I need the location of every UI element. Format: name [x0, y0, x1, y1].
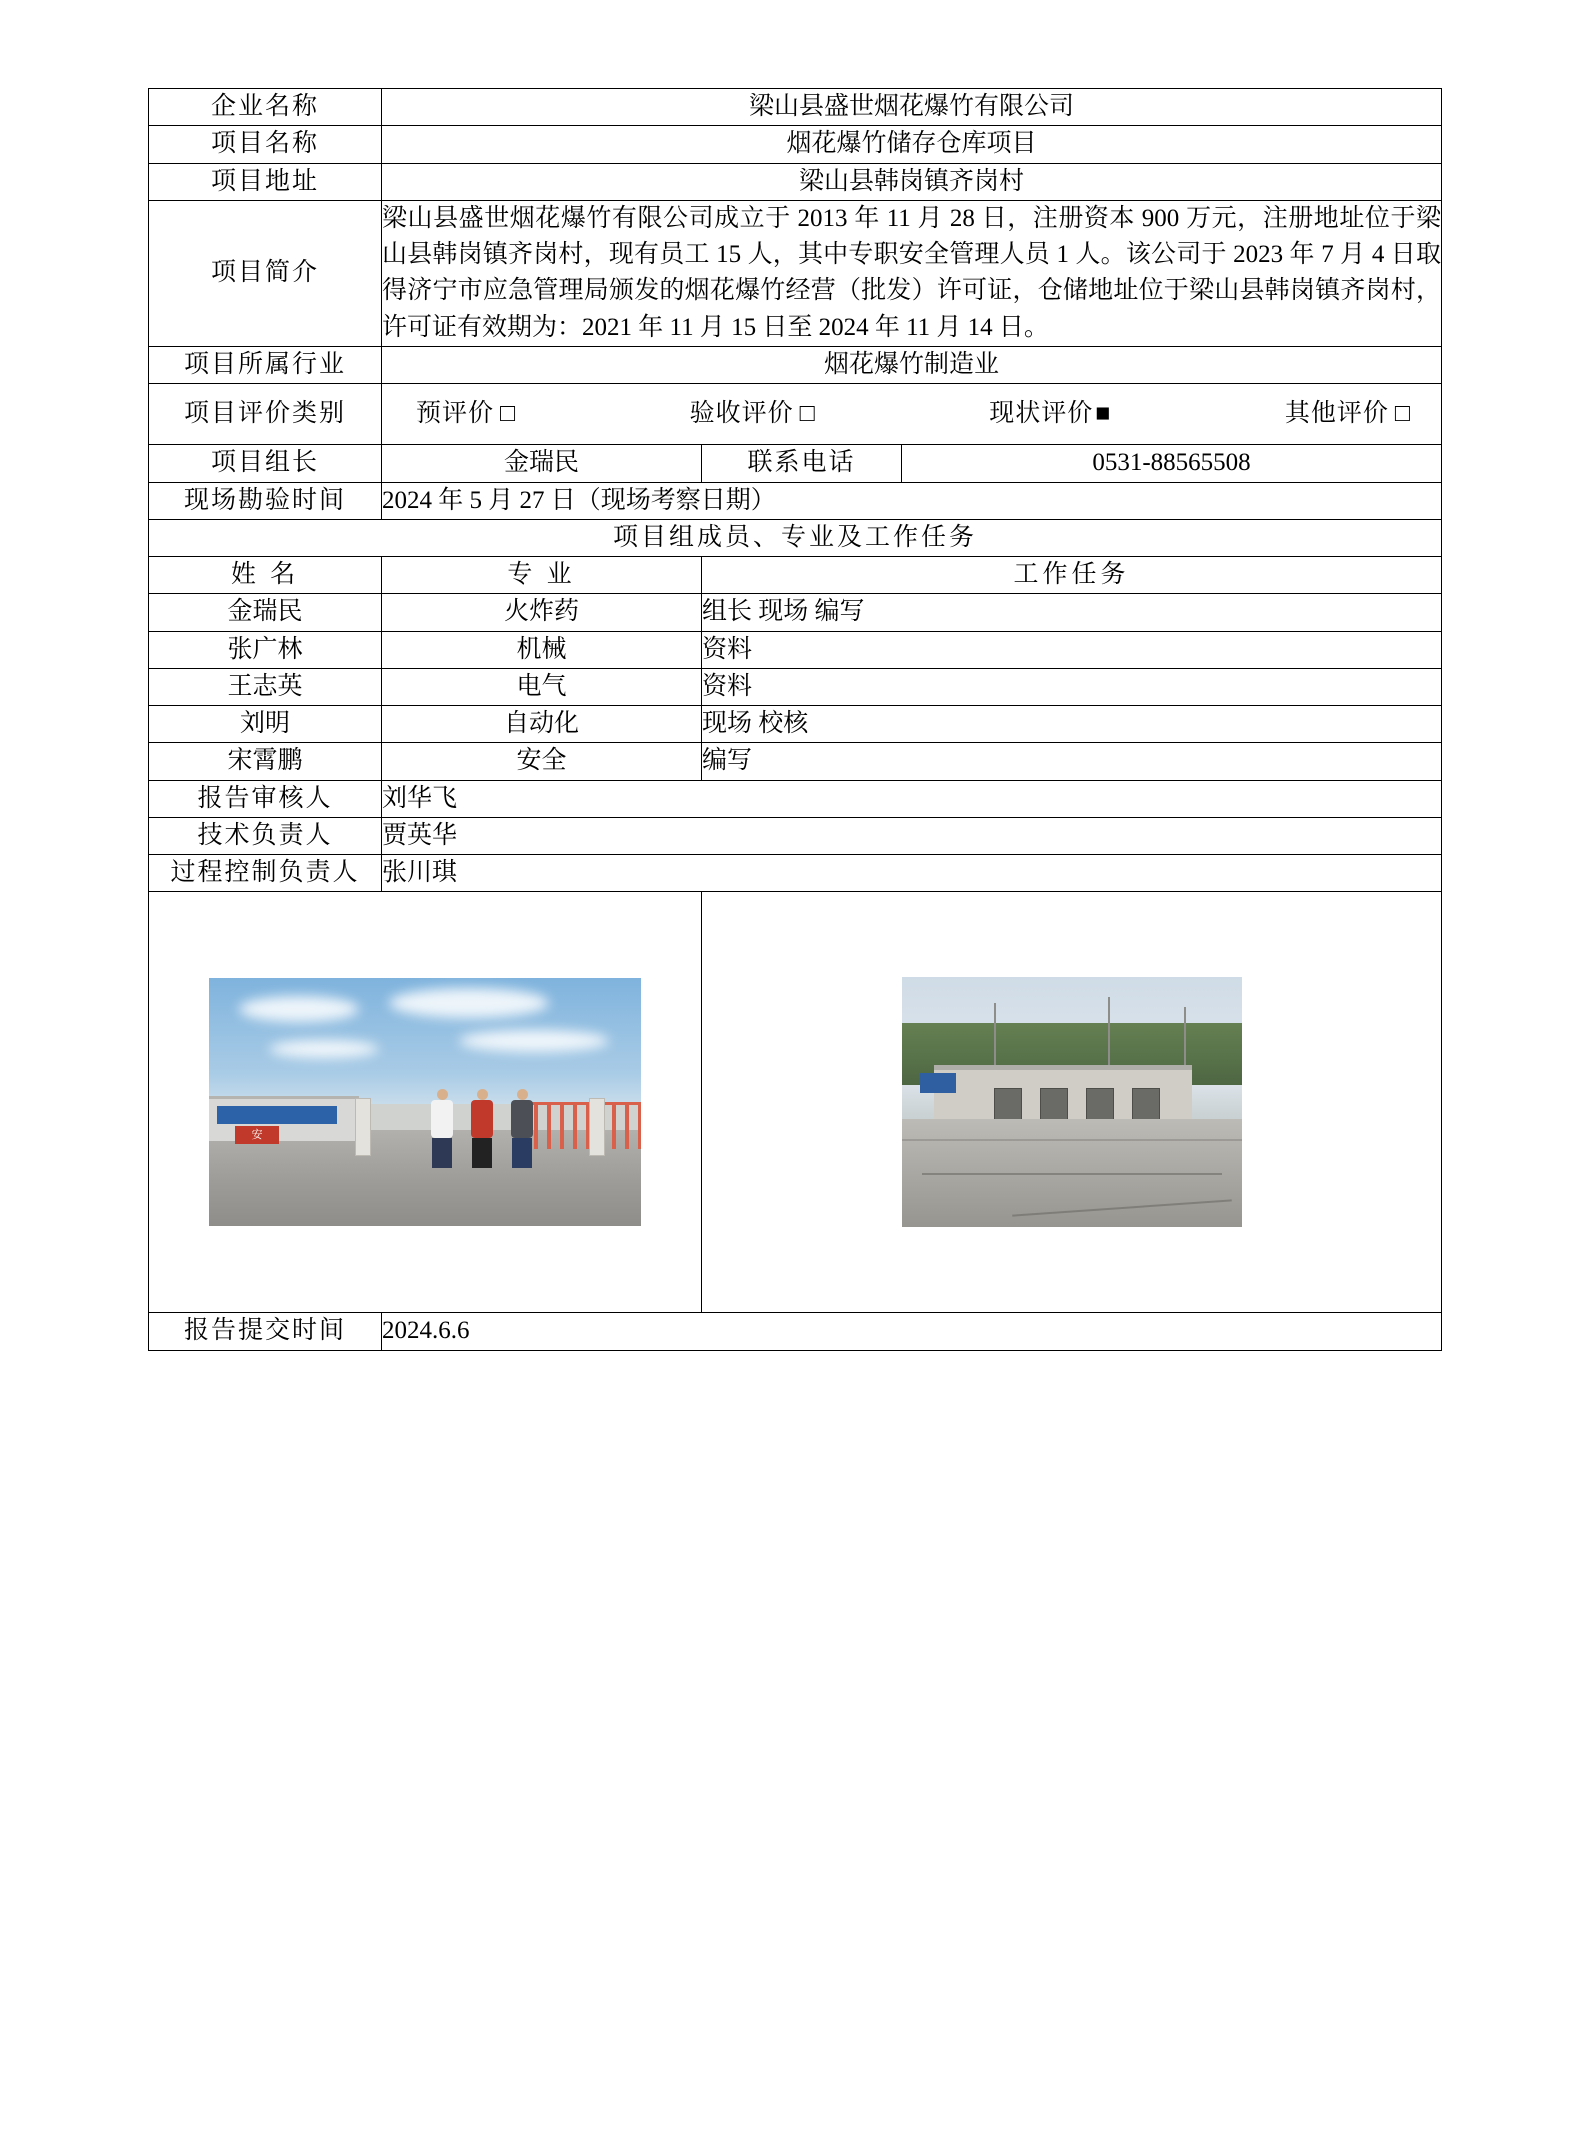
submit-time-value: 2024.6.6: [382, 1313, 1442, 1350]
phone-label: 联系电话: [702, 445, 902, 482]
member-name: 宋霄鹏: [149, 743, 382, 780]
table-row-project-address: [149, 163, 1442, 200]
company-value: 梁山县盛世烟花爆竹有限公司: [382, 89, 1442, 126]
table-row-leader: [149, 445, 1442, 482]
site-photo-people: 安: [209, 978, 641, 1226]
project-address-label: 项目地址: [149, 163, 382, 200]
table-row-survey-time: [149, 482, 1442, 519]
leader-label: 项目组长: [149, 445, 382, 482]
survey-time-label: 现场勘验时间: [149, 482, 382, 519]
table-row-photos: [149, 892, 1442, 1313]
project-name-value: 烟花爆竹储存仓库项目: [382, 126, 1442, 163]
tech-lead-value: 贾英华: [382, 817, 1442, 854]
table-row-project-name: [149, 126, 1442, 163]
tech-lead-label: 技术负责人: [149, 817, 382, 854]
table-row-submit-time: [149, 1313, 1442, 1350]
table-row: [149, 631, 1442, 668]
eval-option-pre[interactable]: 预评价 □: [416, 396, 516, 432]
table-row-introduction: [149, 200, 1442, 346]
member-major: 火炸药: [382, 594, 702, 631]
company-label: 企业名称: [149, 89, 382, 126]
member-name: 王志英: [149, 668, 382, 705]
table-row: [149, 706, 1442, 743]
team-header-name: 姓 名: [149, 557, 382, 594]
evaluation-type-options: [382, 384, 1442, 445]
reviewer-label: 报告审核人: [149, 780, 382, 817]
member-name: 刘明: [149, 706, 382, 743]
member-major: 自动化: [382, 706, 702, 743]
table-row-evaluation-type: [149, 384, 1442, 445]
member-task: 资料: [702, 631, 1442, 668]
member-task: 组长 现场 编写: [702, 594, 1442, 631]
table-row-team-header: [149, 557, 1442, 594]
table-row-industry: [149, 346, 1442, 383]
industry-value: 烟花爆竹制造业: [382, 346, 1442, 383]
project-address-value: 梁山县韩岗镇齐岗村: [382, 163, 1442, 200]
member-major: 机械: [382, 631, 702, 668]
project-information-table: [148, 88, 1442, 1351]
site-photo-warehouse: [902, 977, 1242, 1227]
eval-option-other[interactable]: 其他评价 □: [1285, 396, 1411, 432]
project-name-label: 项目名称: [149, 126, 382, 163]
introduction-label: 项目简介: [149, 200, 382, 346]
table-row-company: [149, 89, 1442, 126]
reviewer-value: 刘华飞: [382, 780, 1442, 817]
team-header-task: 工作任务: [702, 557, 1442, 594]
table-row-tech-lead: [149, 817, 1442, 854]
table-row-reviewer: [149, 780, 1442, 817]
process-lead-label: 过程控制负责人: [149, 855, 382, 892]
table-row: [149, 668, 1442, 705]
table-row: [149, 594, 1442, 631]
table-row-process-lead: [149, 855, 1442, 892]
member-task: 现场 校核: [702, 706, 1442, 743]
evaluation-type-label: 项目评价类别: [149, 384, 382, 445]
team-section-title: 项目组成员、专业及工作任务: [149, 519, 1442, 556]
process-lead-value: 张川琪: [382, 855, 1442, 892]
table-row-team-section: [149, 519, 1442, 556]
phone-value: 0531-88565508: [902, 445, 1442, 482]
team-header-major: 专 业: [382, 557, 702, 594]
leader-value: 金瑞民: [382, 445, 702, 482]
photo-cell-left: [149, 892, 702, 1313]
eval-option-acceptance[interactable]: 验收评价 □: [690, 396, 816, 432]
member-name: 金瑞民: [149, 594, 382, 631]
table-row: [149, 743, 1442, 780]
member-task: 资料: [702, 668, 1442, 705]
member-major: 安全: [382, 743, 702, 780]
member-major: 电气: [382, 668, 702, 705]
survey-time-value: 2024 年 5 月 27 日（现场考察日期）: [382, 482, 1442, 519]
member-name: 张广林: [149, 631, 382, 668]
industry-label: 项目所属行业: [149, 346, 382, 383]
introduction-value: 梁山县盛世烟花爆竹有限公司成立于 2013 年 11 月 28 日，注册资本 900 万元，注册地址位于梁山县韩岗镇齐岗村，现有员工 15 人，其中专职安全管理人员 1 人。该公司于 2023 年 7 月 4 日取得济宁市应急管理局颁发的烟花爆竹经营（批发）许可证，仓储地址位于梁山县韩岗镇齐岗村，许可证有效期为：2021 年 11 月 15 日至 2024 年 11 月 14 日。: [382, 200, 1442, 346]
submit-time-label: 报告提交时间: [149, 1313, 382, 1350]
photo-cell-right: [702, 892, 1442, 1313]
eval-option-current-status[interactable]: 现状评价 ■: [989, 396, 1111, 432]
member-task: 编写: [702, 743, 1442, 780]
